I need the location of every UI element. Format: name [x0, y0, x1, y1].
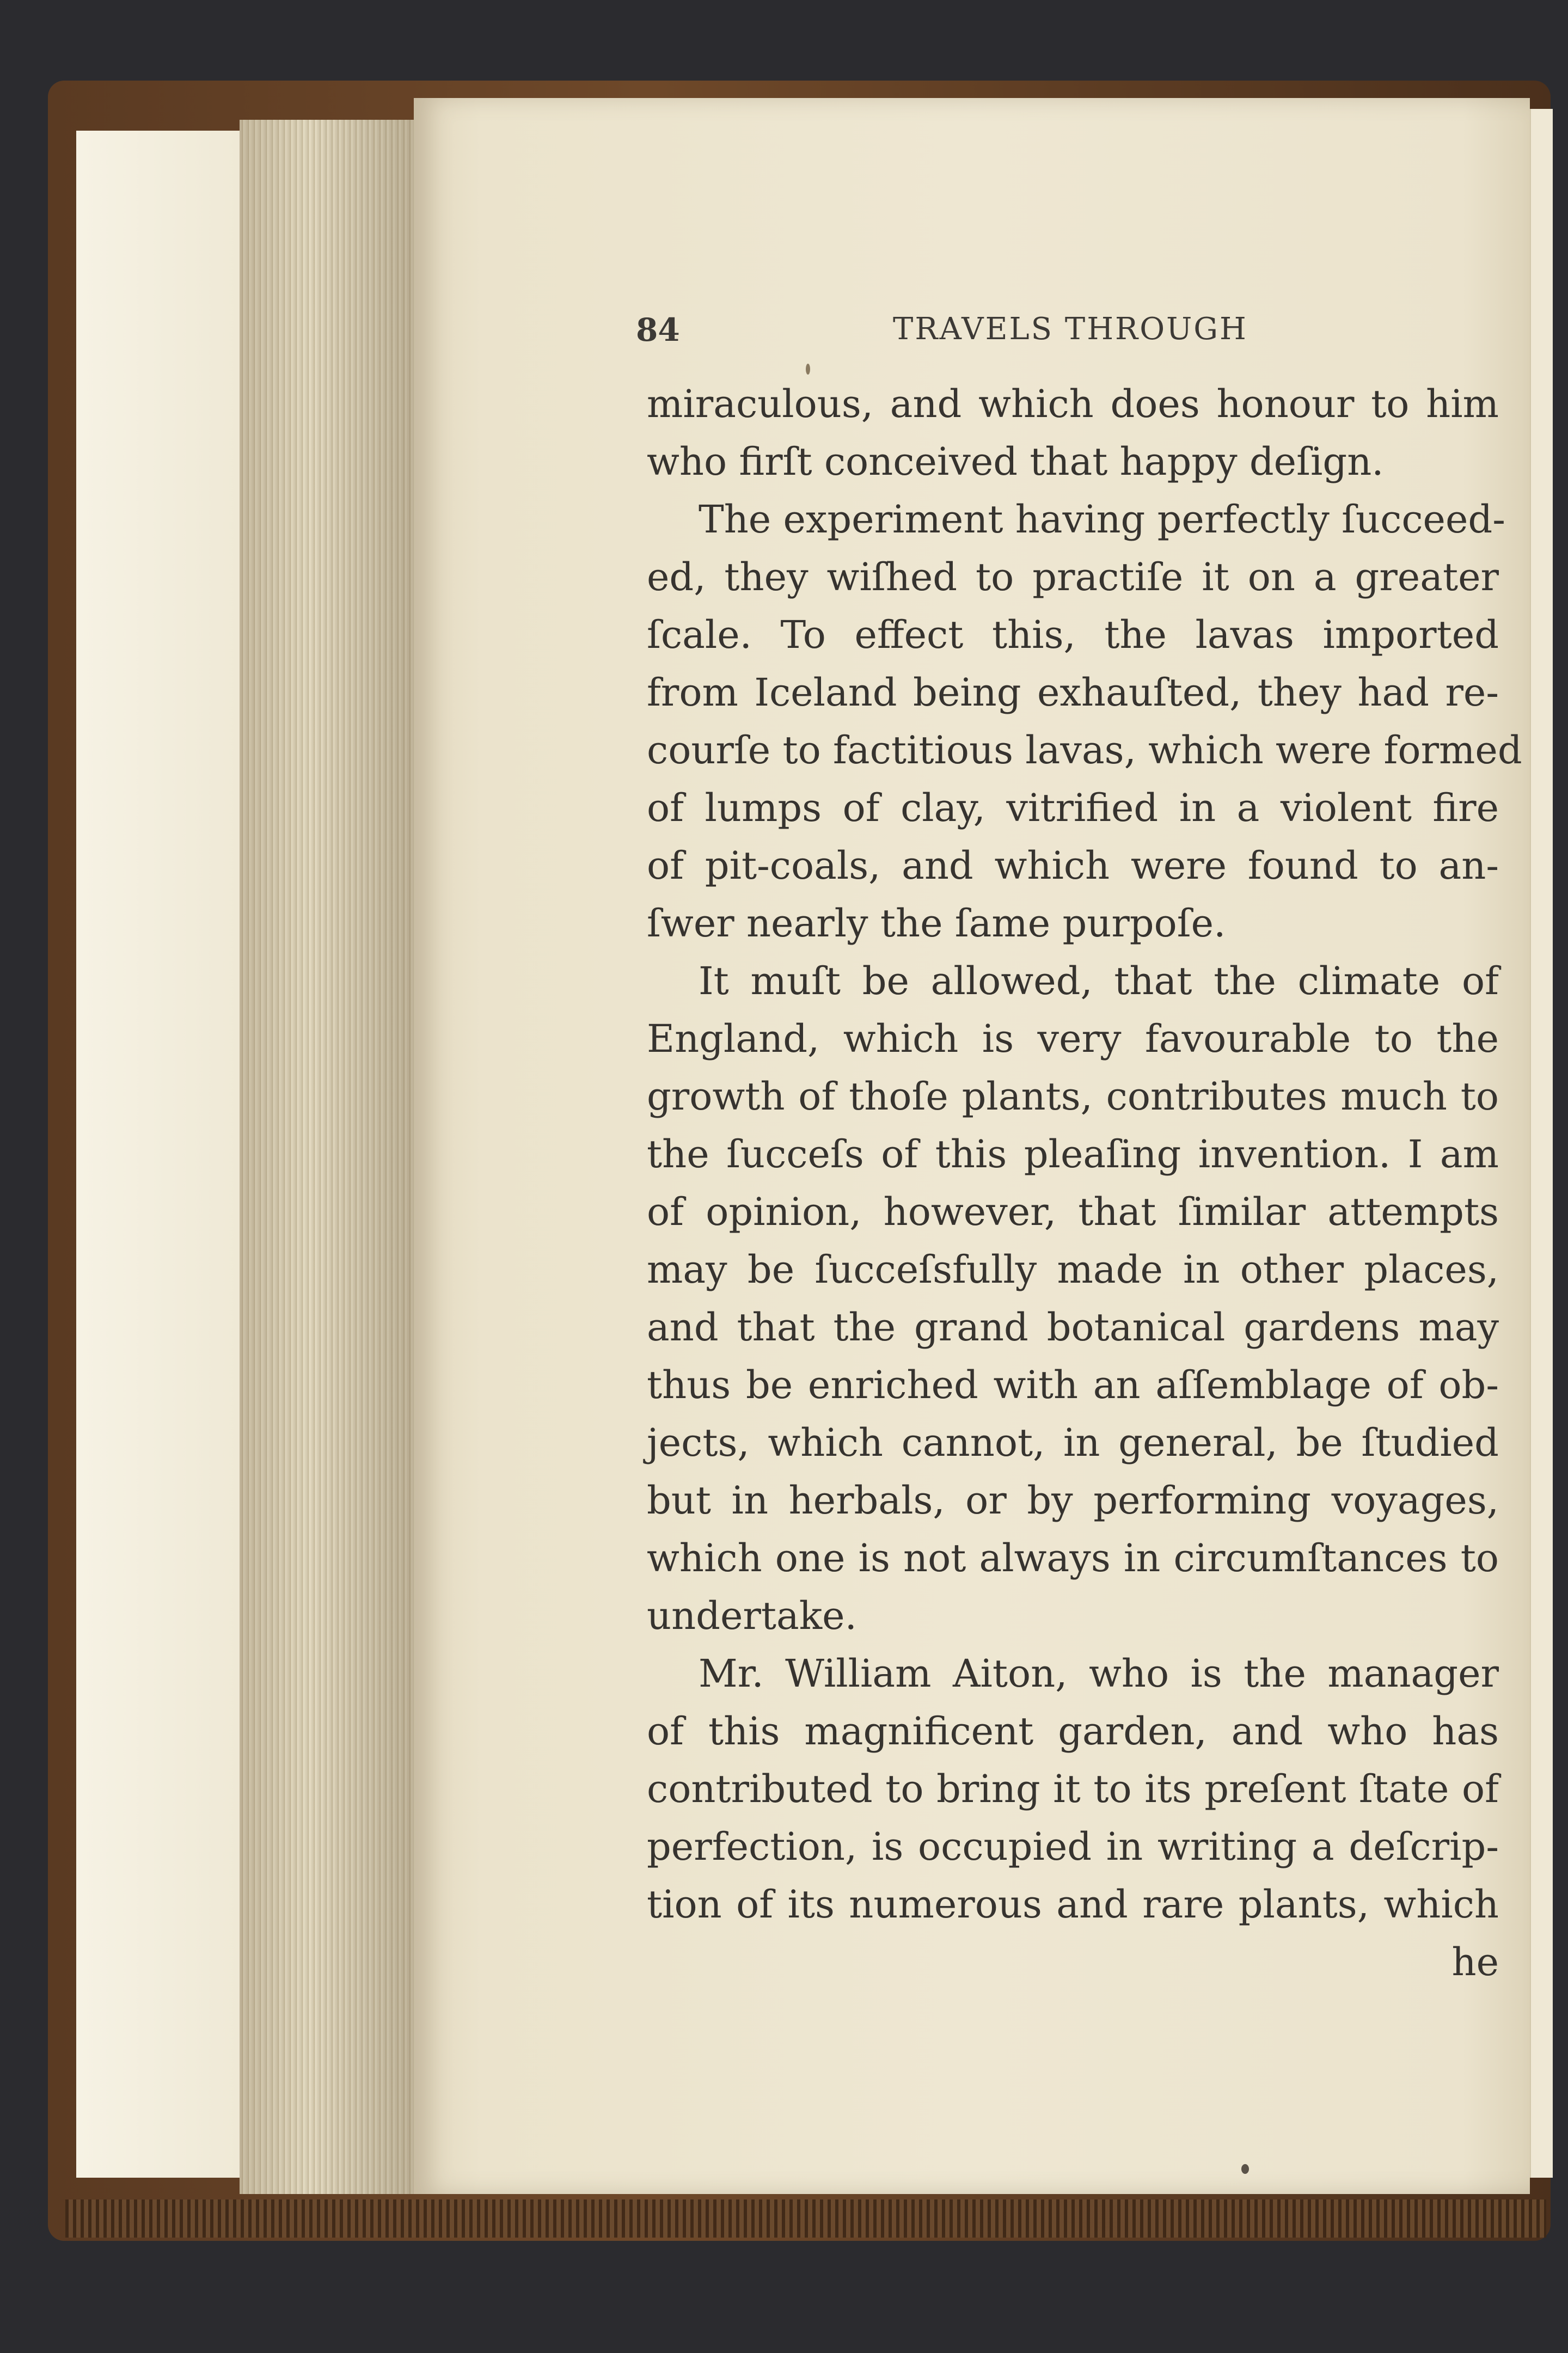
running-title: TRAVELS THROUGH	[893, 311, 1248, 347]
text-line: of lumps of clay, vitrified in a violent fire	[647, 786, 1499, 830]
running-head	[0, 311, 1568, 360]
facing-page-edge	[1530, 109, 1553, 2178]
text-line: may be ſucceſsfully made in other places,	[647, 1247, 1499, 1292]
ink-speck	[1241, 2164, 1249, 2174]
text-line: of pit-coals, and which were found to an-	[647, 843, 1499, 888]
text-line: courſe to factitious lavas, which were formed	[647, 728, 1522, 773]
text-line: tion of its numerous and rare plants, which	[647, 1882, 1499, 1927]
text-line: growth of thoſe plants, contributes much to	[647, 1074, 1499, 1119]
text-line: contributed to bring it to its preſent ſtate of	[647, 1767, 1499, 1811]
text-line: of opinion, however, that ſimilar attempts	[647, 1190, 1499, 1234]
text-line: the ſucceſs of this pleaſing invention. I am	[647, 1132, 1499, 1176]
text-line: miraculous, and which does honour to him	[647, 382, 1499, 426]
text-line: and that the grand botanical gardens may	[647, 1305, 1499, 1350]
text-line: ſwer nearly the ſame purpoſe.	[647, 901, 1226, 946]
text-line: ed, they wiſhed to practiſe it on a greater	[647, 555, 1499, 599]
text-line: thus be enriched with an aſſemblage of ob-	[647, 1363, 1499, 1407]
catchword: he	[1451, 1940, 1499, 1984]
text-line: ſcale. To effect this, the lavas imported	[647, 612, 1499, 657]
flyleaf	[76, 131, 240, 2178]
text-line: perfection, is occupied in writing a deſcrip-	[647, 1824, 1499, 1869]
ink-speck	[806, 364, 810, 375]
text-line: undertake.	[647, 1594, 857, 1638]
text-line: but in herbals, or by performing voyages,	[647, 1478, 1499, 1523]
text-line: who firſt conceived that happy deſign.	[647, 439, 1384, 484]
text-line: Mr. William Aiton, who is the manager	[699, 1651, 1499, 1696]
cover-edge	[65, 2199, 1546, 2238]
text-line: which one is not always in circumſtances to	[647, 1536, 1499, 1580]
text-line: The experiment having perfectly ſucceed-	[699, 497, 1505, 542]
text-line: of this magnificent garden, and who has	[647, 1709, 1499, 1754]
page-number: 84	[636, 311, 680, 348]
text-line: England, which is very favourable to the	[647, 1016, 1499, 1061]
text-line: It muſt be allowed, that the climate of	[699, 959, 1499, 1003]
text-line: jects, which cannot, in general, be ſtudied	[647, 1420, 1499, 1465]
text-line: from Iceland being exhauſted, they had re-	[647, 670, 1499, 715]
page-edges	[240, 120, 414, 2194]
